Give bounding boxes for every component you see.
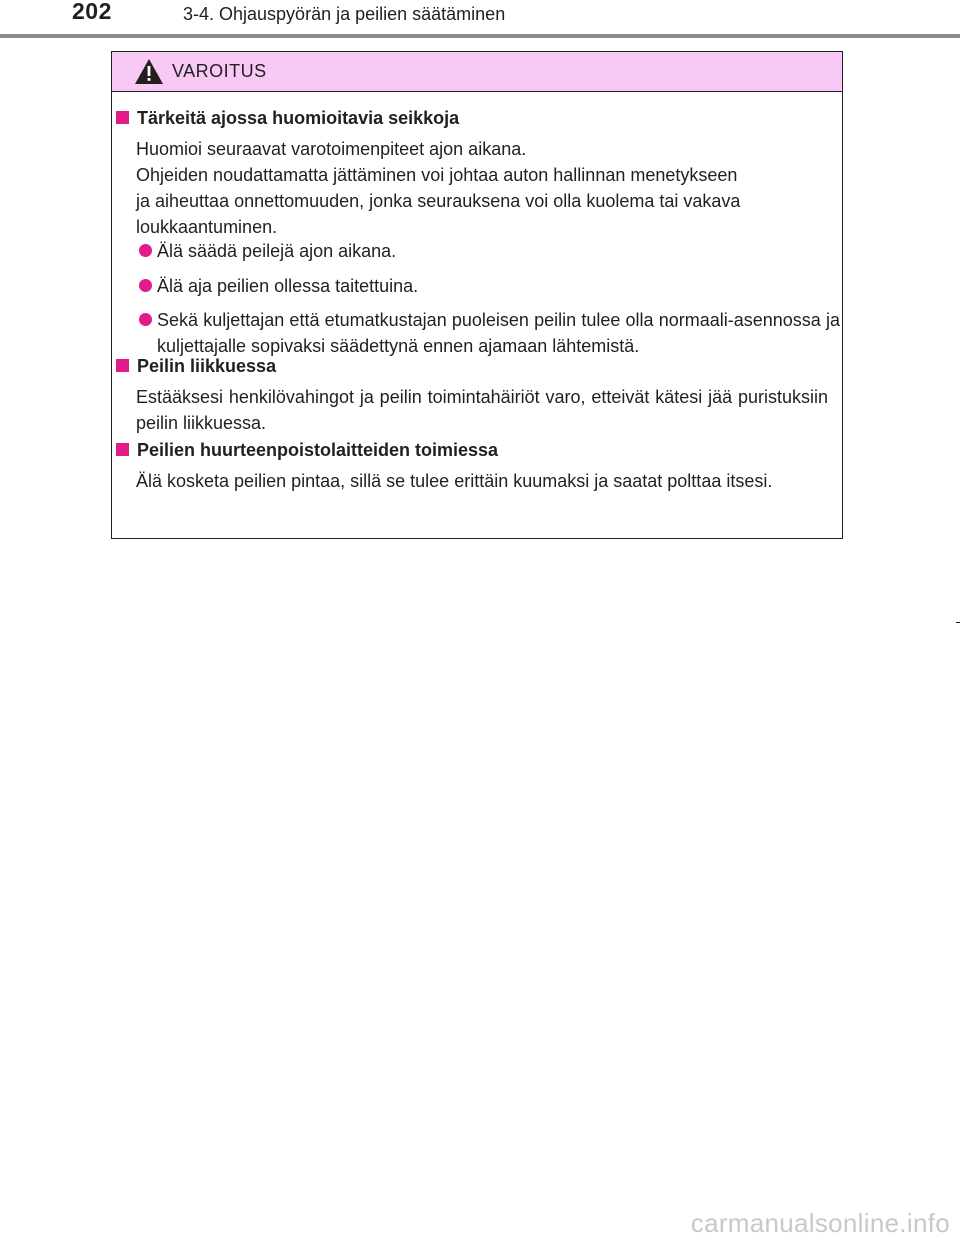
square-bullet-icon bbox=[116, 359, 129, 372]
section-paragraph: Estääksesi henkilövahingot ja peilin toimintahäiriöt varo, etteivät kätesi jää puristuksiin peilin liikkuessa. bbox=[136, 387, 828, 433]
round-bullet-icon bbox=[139, 313, 152, 326]
margin-tick bbox=[956, 622, 960, 623]
section-heading: Peilien huurteenpoistolaitteiden toimiessa bbox=[116, 440, 498, 461]
warning-triangle-icon bbox=[134, 58, 164, 85]
warning-title: VAROITUS bbox=[172, 61, 267, 81]
section-paragraph: Älä kosketa peilien pintaa, sillä se tulee erittäin kuumaksi ja saatat polttaa itsesi. bbox=[136, 471, 773, 491]
header-rule bbox=[0, 34, 960, 38]
section-paragraph: Huomioi seuraavat varotoimenpiteet ajon aikana. Ohjeiden noudattamatta jättäminen voi johtaa auton hallinnan menetykseen ja aiheuttaa onnettomuuden, jonka seurauksena voi olla kuolema tai vakava loukkaantuminen. bbox=[136, 139, 741, 237]
watermark: carmanualsonline.info bbox=[690, 1208, 950, 1238]
round-bullet-icon bbox=[139, 244, 152, 257]
warning-box bbox=[111, 51, 843, 539]
square-bullet-icon bbox=[116, 443, 129, 456]
square-bullet-icon bbox=[116, 111, 129, 124]
list-item: Sekä kuljettajan että etumatkustajan puoleisen peilin tulee olla normaali-asennossa ja kuljettajalle sopivaksi säädettynä ennen ajamaan lähtemistä. bbox=[136, 307, 840, 359]
list-item: Älä aja peilien ollessa taitettuina. bbox=[136, 273, 840, 299]
round-bullet-icon bbox=[139, 279, 152, 292]
page-number: 202 bbox=[72, 0, 112, 24]
section-title: 3-4. Ohjauspyörän ja peilien säätäminen bbox=[183, 4, 506, 24]
warning-header bbox=[112, 52, 842, 92]
section-heading: Tärkeitä ajossa huomioitavia seikkoja bbox=[116, 108, 459, 129]
section-heading: Peilin liikkuessa bbox=[116, 356, 276, 377]
list-item: Älä säädä peilejä ajon aikana. bbox=[136, 238, 840, 264]
